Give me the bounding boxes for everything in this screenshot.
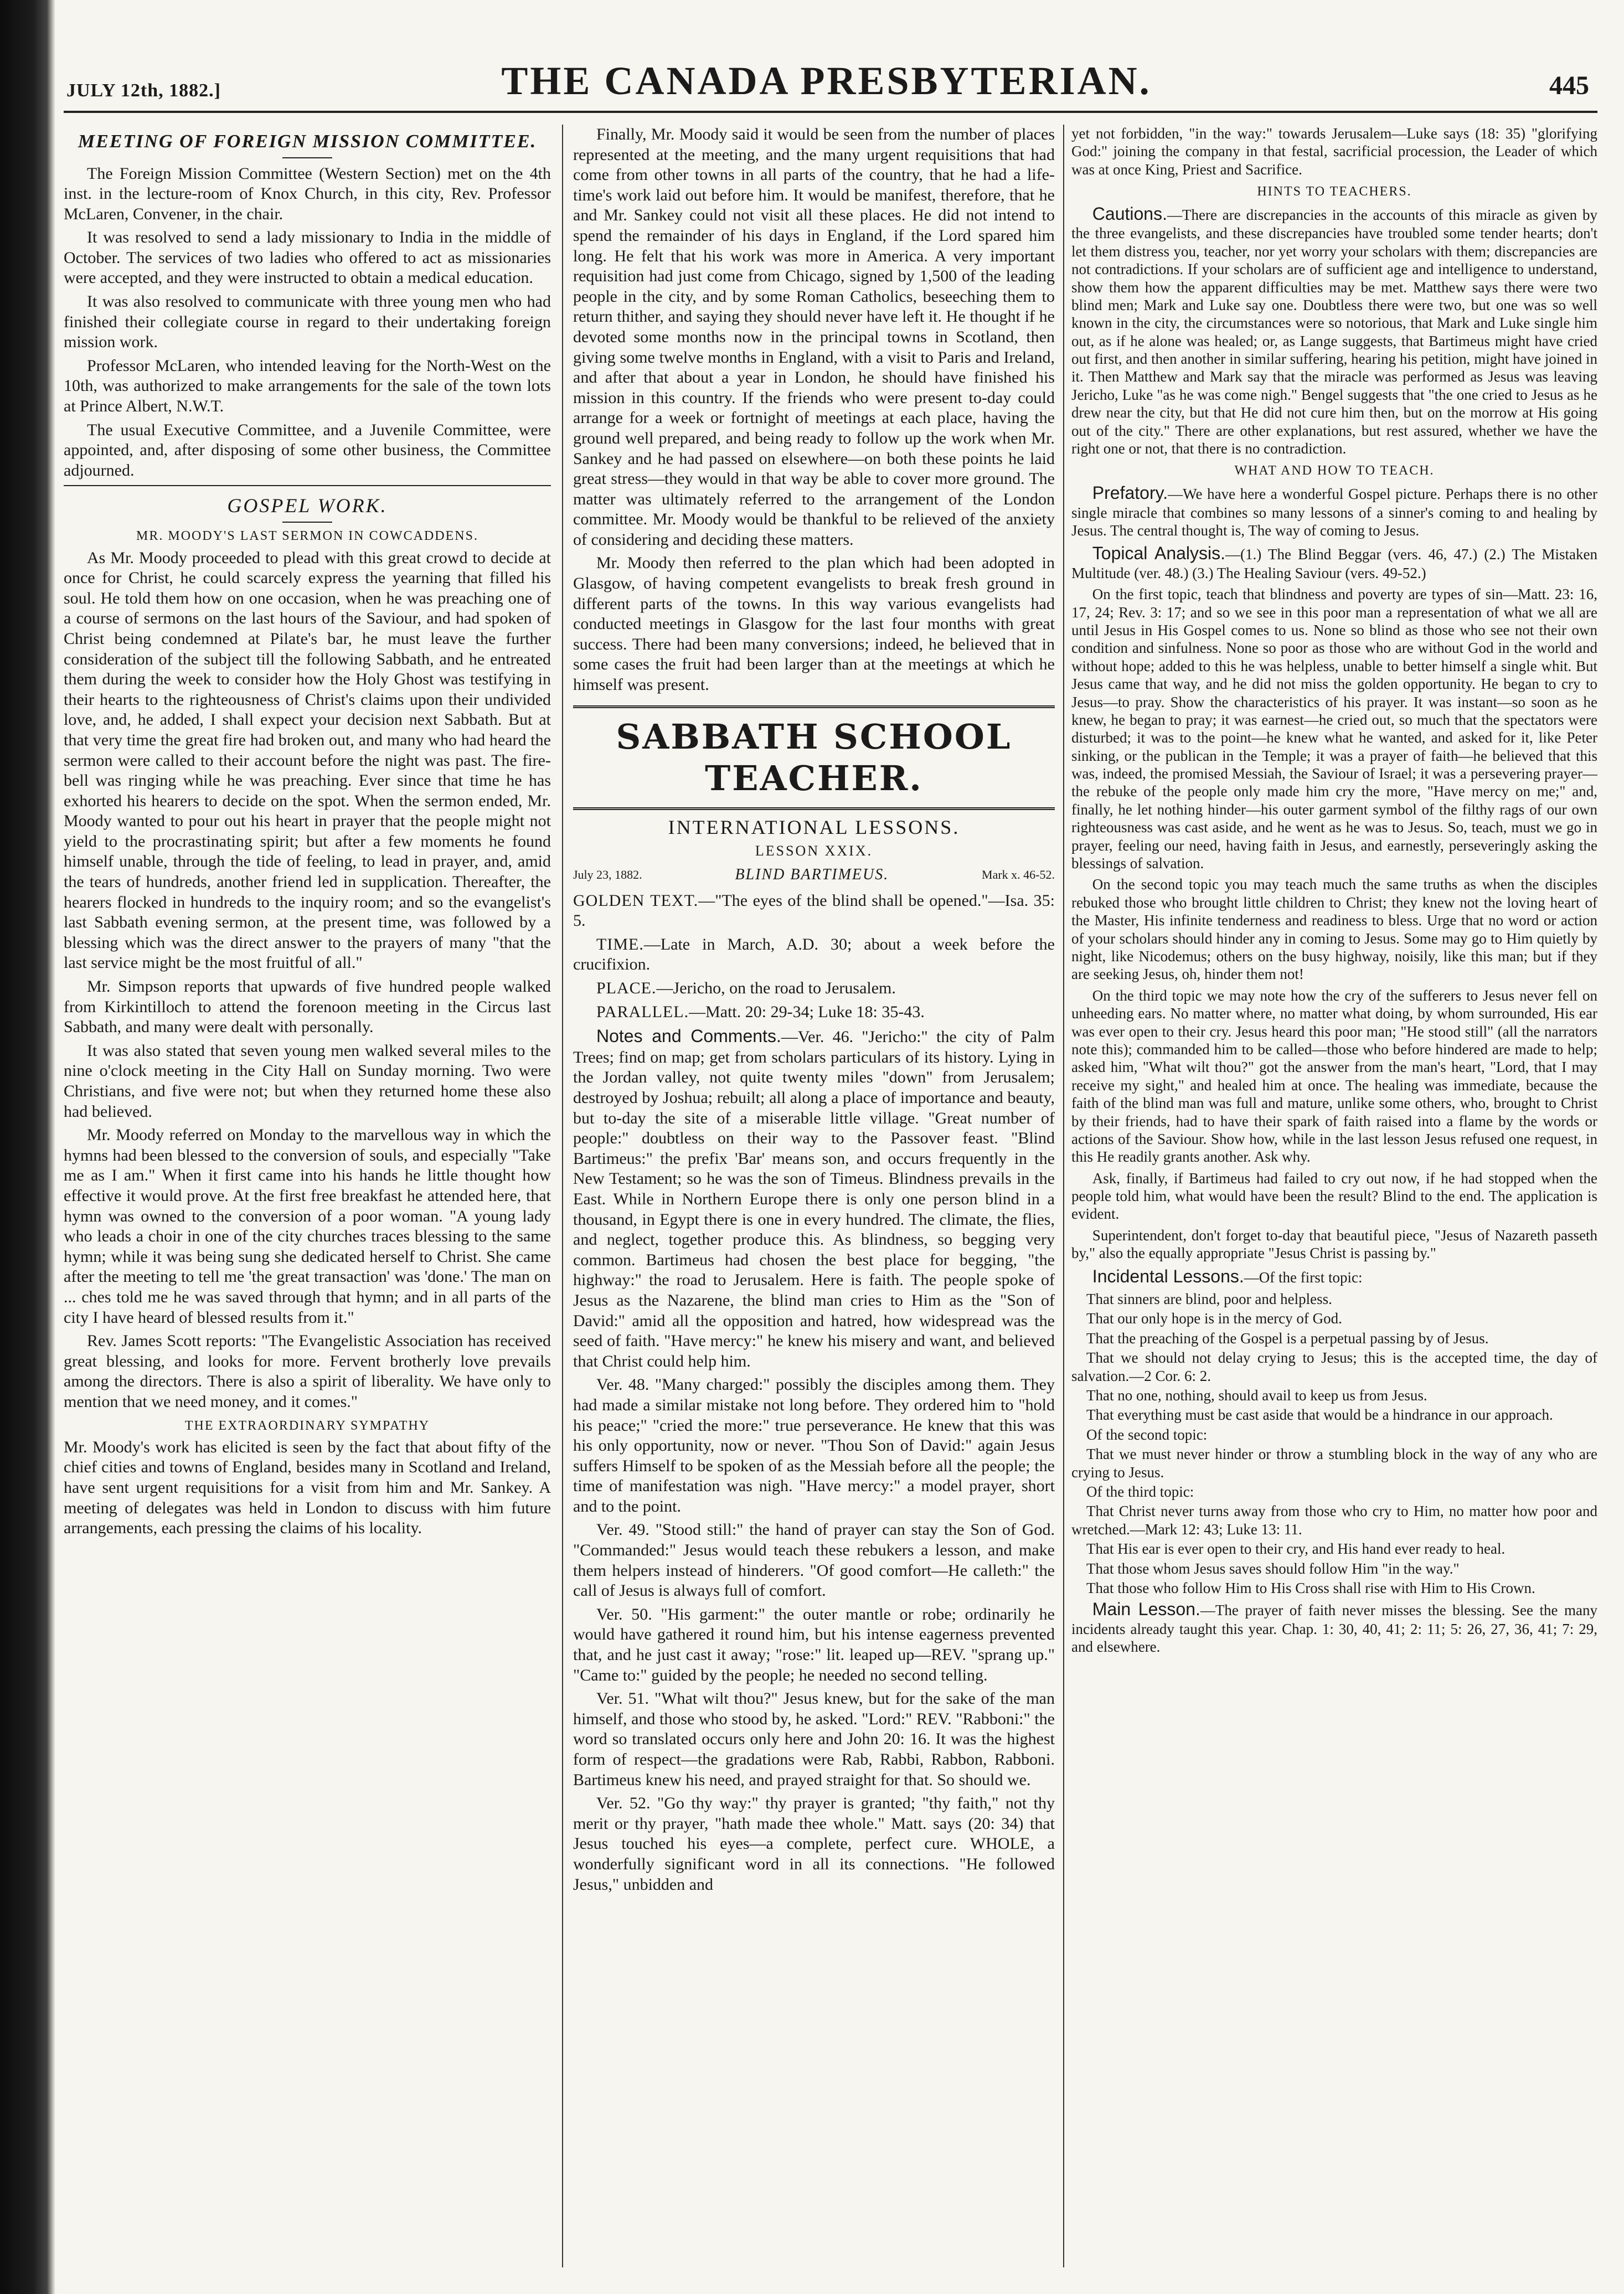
list-item: That those who follow Him to His Cross shall rise with Him to His Crown.: [1086, 1579, 1535, 1596]
notes-label: Notes and Comments.: [596, 1026, 781, 1047]
fm-paragraph: The Foreign Mission Committee (Western Section) met on the 4th inst. in the lecture-room of Knox Church, in this city, Rev. Professor McLaren, Convener, in the chair.: [64, 164, 551, 223]
page-binding-edge: [0, 0, 55, 2294]
incidental-first: —Of the first topic:: [1244, 1269, 1363, 1286]
col3-intro: yet not forbidden, "in the way:" towards Jerusalem—Luke says (18: 35) "glorifying God:" joining the company in that festal, sacrificial procession, the Leader of which was at once King, Priest and Sacrifice.: [1071, 125, 1597, 178]
incidental-label: Incidental Lessons.: [1092, 1266, 1244, 1286]
newspaper-title: THE CANADA PRESBYTERIAN.: [501, 59, 1152, 103]
list-item: That His ear is ever open to their cry, and His hand ever ready to heal.: [1086, 1540, 1506, 1558]
parallel-text: —Matt. 20: 29-34; Luke 18: 35-43.: [689, 1002, 925, 1021]
cautions-text: —There are discrepancies in the accounts of this miracle as given by the three evangelists, and these discrepancies have troubled some tender hearts; don't let them distress you, teacher, nor yet worry your scholars with them; discrepancies are not contradictions. If your scholars are of sufficient age and intelligence to understand, show them how the apparent difficulties may be met. Matthew says there were two blind men; Mark and Luke say one. Doubtless there were two, but one was so well known in the city, the circumstances were so notorious, that Mark and Luke single him out, as if he alone was healed; or, as Lange suggests, that Bartimeus might have cried out first, and then another in similar suffering, hearing his petition, might have joined in it. Then Matthew and Mark say that the miracle was performed as Jesus was leaving Jericho, Luke "as he was come nigh." Bengel suggests that "the one cried to Jesus as he drew near the city, but that He did not cure him then, but on the morrow at His going out of the city." There are other explanations, but rest assured, whether we have the right one or not, that there is no contradiction.: [1071, 206, 1597, 457]
topic-paragraph: Ask, finally, if Bartimeus had failed to cry out now, if he had stopped when the people told him, what would have been the result? Blind to the end. The application is evident.: [1071, 1169, 1597, 1223]
moody-paragraph: Mr. Moody then referred to the plan which had been adopted in Glasgow, of having competent evangelists to break fresh ground in different parts of the towns. In this way various evangelists had conducted meetings in Glasgow for the last four months with great success. There had been many conversions; indeed, he believed that in some cases the fruit had been larger than at the meetings at which he himself was present.: [573, 554, 1055, 694]
list-item: That those whom Jesus saves should follow Him "in the way.": [1086, 1560, 1460, 1577]
topical-paragraph: [1071, 543, 1597, 582]
golden-text-body: —"The eyes of the blind shall be opened."—Isa. 35: 5.: [573, 891, 1055, 930]
list-item: That Christ never turns away from those who cry to Him, no matter how poor and wretched.—Mark 12: 43; Luke 13: 11.: [1071, 1503, 1597, 1538]
fm-paragraph: The usual Executive Committee, and a Juvenile Committee, were appointed, and, after disposing of some other business, the Committee adjourned.: [64, 420, 551, 480]
topic-paragraph: On the second topic you may teach much the same truths as when the disciples rebuked those who brought little children to Christ; they knew not the loving heart of the Master, His infinite tenderness and readiness to bless. Urge that no word or action of your scholars should hinder any in coming to Jesus. Some may go to Him quietly by night, like Nicodemus; others on the busy highway, noisily, like this man; but if they are seeking Jesus, oh, hinder them not!: [1071, 876, 1597, 983]
column-1: [64, 125, 551, 2267]
topical-text: —(1.) The Blind Beggar (vers. 46, 47.) (2.) The Mistaken Multitude (ver. 48.) (3.) The Healing Saviour (vers. 49-52.): [1071, 546, 1597, 581]
fm-paragraph: It was also resolved to communicate with three young men who had finished their collegiate course in regard to their undertaking foreign mission work.: [64, 292, 551, 352]
column-2: [573, 125, 1055, 2267]
sabbath-school-banner: SABBATH SCHOOL TEACHER.: [573, 705, 1055, 810]
gospel-work-title: GOSPEL WORK.: [227, 494, 388, 517]
gospel-work-subtitle: MR. MOODY'S LAST SERMON IN COWCADDENS.: [136, 529, 478, 544]
cautions-label: Cautions.: [1092, 203, 1167, 224]
notes-paragraph: Ver. 50. "His garment:" the outer mantle or robe; ordinarily he would have gathered it round him, but his intense eagerness prevented that, and he just cast it away; "rose:" lit. leaped up—REV. "sprang up." "Came to:" guided by the people; he needed no second telling.: [573, 1605, 1055, 1684]
place-label: PLACE.: [596, 979, 657, 998]
title-rule: [282, 522, 332, 523]
foreign-mission-title: MEETING OF FOREIGN MISSION COMMITTEE.: [78, 131, 537, 152]
parallel-line: [573, 1002, 1055, 1023]
list-item: That no one, nothing, should avail to keep us from Jesus.: [1086, 1386, 1427, 1404]
golden-text-label: GOLDEN TEXT.: [573, 891, 699, 910]
section-rule: [64, 485, 551, 486]
place-text: —Jericho, on the road to Jerusalem.: [656, 979, 896, 998]
what-to-teach-subtitle: WHAT AND HOW TO TEACH.: [1234, 463, 1435, 478]
list-item: That sinners are blind, poor and helpless.: [1086, 1291, 1332, 1308]
main-lesson-paragraph: [1071, 1599, 1597, 1656]
notes-paragraph: Ver. 51. "What wilt thou?" Jesus knew, but for the sake of the man himself, and those who stood by, he asked. "Lord:" REV. "Rabboni:" the word so translated occurs only here and John 20: 16. It was the highest form of respect—the gradations were Rab, Rabbi, Rabbon, Rabboni. Bartimeus knew his need, and prayed straight for that. So should we.: [573, 1689, 1055, 1789]
notes-paragraph: [573, 1025, 1055, 1372]
gw-paragraph: It was also stated that seven young men walked several miles to the nine o'clock meeting in the City Hall on Sunday morning. Two were Christians, and five were not; but when they returned home these also had believed.: [64, 1041, 551, 1121]
page-header: [55, 58, 1597, 105]
list-item: That our only hope is in the mercy of God.: [1086, 1310, 1342, 1327]
parallel-label: PARALLEL.: [596, 1002, 689, 1021]
international-lessons-heading: INTERNATIONAL LESSONS.: [668, 816, 960, 838]
title-rule: [282, 157, 332, 158]
sympathy-paragraph: Mr. Moody's work has elicited is seen by the fact that about fifty of the chief cities and towns of England, besides many in Scotland and Ireland, have sent urgent requisitions for a visit from him and Mr. Sankey. A meeting of delegates was held in London to discuss with him future arrangements, each pressing the claims of his locality.: [64, 1437, 551, 1538]
place-line: [573, 978, 1055, 999]
sympathy-subtitle: THE EXTRAORDINARY SYMPATHY: [184, 1418, 430, 1433]
list-item: That we must never hinder or throw a stumbling block in the way of any who are crying to Jesus.: [1071, 1446, 1597, 1481]
main-lesson-label: Main Lesson.: [1092, 1599, 1200, 1620]
topic-paragraph: On the third topic we may note how the cry of the sufferers to Jesus never fell on unheeding ears. No matter where, no matter what doing, by whom surrounded, His ear was ever open to their cry. Jesus heard this poor man; "He stood still" (all the narrators note this); commanded him to be called—those who before hindered are made to help; asked him, "What wilt thou?" got the answer from the man's heart, "Lord, that I may receive my sight," and healed him at once. The healing was immediate, because the faith of the blind man was full and mature, unlike some others, who, brought to Christ by their friends, had to have their spark of faith raised into a flame by the words or actions of the Saviour. Show how, while in the last lesson Jesus refused one request, in this He readily grants another. Ask why.: [1071, 987, 1597, 1166]
column-divider-1: [562, 125, 563, 2267]
time-text: —Late in March, A.D. 30; about a week before the crucifixion.: [573, 935, 1055, 974]
notes-paragraph: Ver. 49. "Stood still:" the hand of prayer can stay the Son of God. "Commanded:" Jesus would teach these rebukers a lesson, and make them helpers instead of hinderers. "Of good comfort—He calleth:" the call of Jesus is always full of comfort.: [573, 1520, 1055, 1600]
hints-subtitle: HINTS TO TEACHERS.: [1257, 184, 1412, 199]
topical-label: Topical Analysis.: [1092, 543, 1226, 564]
prefatory-paragraph: [1071, 482, 1597, 539]
third-topic-heading: Of the third topic:: [1086, 1483, 1194, 1500]
time-line: [573, 935, 1055, 975]
list-item: That everything must be cast aside that would be a hindrance in our approach.: [1086, 1406, 1553, 1424]
lesson-number: LESSON XXIX.: [755, 842, 873, 859]
column-3: [1071, 125, 1597, 2267]
topic-paragraph: On the first topic, teach that blindness and poverty are types of sin—Matt. 23: 16, 17, 24; Rev. 3: 17; and so we see in this poor man a representation of what we all are until Jesus in His Gospel comes to us. None so blind as those who see not their own condition and sinfulness. None so poor as those who are without God in the world and without hope; added to this he was helpless, unable to better himself a single whit. But Jesus came that way, and he did not miss the golden opportunity. He began to cry to Jesus—to pray. Show the characteristics of his prayer. It was instant—so soon as he knew, he began to pray; it was earnest—he cried out, so much that the spectators were disturbed; it was to the point—he knew what he wanted, and asked for it, like Peter sinking, or the publican in the Temple; it was a prayer of faith—he believed that this was, indeed, the promised Messiah, the Saviour of Israel; it was a persevering prayer—the rebuke of the people only made him cry the more, "Have mercy on me;" and, finally, he let nothing hinder—his outer garment symbol of the filthy rags of our own righteousness was cast aside, and he went as he was to Jesus. So, teach, must we go in prayer, feeling our need, having faith in Jesus, and earnestly, perseveringly asking the blessings of salvation.: [1071, 586, 1597, 872]
gw-paragraph: Mr. Moody referred on Monday to the marvellous way in which the hymns had been blessed to the conversion of souls, and especially "Take me as I am." When it first came into his hands he little thought how effective it would prove. At the first free breakfast he attended here, that hymn was owned to the conversion of a poor woman. "A young lady who leads a choir in one of the city churches traces blessing to the same hymn; while it was being sung she dedicated herself to Christ. She came after the meeting to tell me 'the great transaction' was 'done.' The man on ... ches told me he was saved through that hymn; and in all parts of the city I have heard of blessed results from it.": [64, 1126, 551, 1327]
column-divider-2: [1063, 125, 1064, 2267]
prefatory-text: —We have here a wonderful Gospel picture. Perhaps there is no other single miracle that combines so many lessons of a sinner's coming to and healing by Jesus. The central thought is, The way of coming to Jesus.: [1071, 486, 1597, 539]
main-lesson-text: —The prayer of faith never misses the blessing. See the many incidents already taught this year. Chap. 1: 30, 40, 41; 2: 11; 5: 26, 27, 36, 41; 7: 29, and elsewhere.: [1071, 1602, 1597, 1656]
lesson-title: BLIND BARTIMEUS.: [735, 865, 889, 883]
second-topic-heading: Of the second topic:: [1086, 1426, 1208, 1443]
lesson-header: [573, 865, 1055, 884]
list-item: That we should not delay crying to Jesus; this is the accepted time, the day of salvation.—2 Cor. 6: 2.: [1071, 1349, 1597, 1384]
gw-paragraph: Mr. Simpson reports that upwards of five hundred people walked from Kirkintilloch to attend the forenoon meeting in the Circus last Sabbath, and many were dealt with personally.: [64, 977, 551, 1037]
gw-paragraph: Rev. James Scott reports: "The Evangelistic Association has received great blessing, and looks for more. Fervent brotherly love prevails among the directors. There is also a spirit of liberality. We have only to mention that we need money, and it comes.": [64, 1332, 551, 1411]
moody-paragraph: Finally, Mr. Moody said it would be seen from the number of places represented at the meeting, and the many urgent requisitions that had come from other towns in all parts of the country, that he had a life-time's work laid out before him. It would be manifest, therefore, that he and Mr. Sankey could not visit all these places. He did not intend to spend the remainder of his days in England, if the Lord spared him long. He felt that his work was more in America. A very important requisition had just come from Chicago, signed by 1,500 of the leading people in the city, and by some Roman Catholics, beseeching them to return thither, and saying they should never have left it. He thought if he devoted some months now in the principal towns in Scotland, then giving some twelve months in England, with a visit to Paris and Ireland, and after that about a year in London, he should have finished his mission in this country. If the friends who were present to-day could arrange for a week or fortnight of meetings at each place, having the ground well prepared, and being ready to follow up the work when Mr. Sankey and he had passed on elsewhere—on both these points he laid great stress—they would in that way be able to cover more ground. The matter was ultimately referred to the arrangement of the London committee. Mr. Moody would be thankful to be relieved of the anxiety of considering and deciding these matters.: [573, 125, 1055, 549]
lesson-reference: Mark x. 46-52.: [982, 868, 1055, 882]
fm-paragraph: Professor McLaren, who intended leaving for the North-West on the 10th, was authorized to make arrangements for the sale of the town lots at Prince Albert, N.W.T.: [64, 356, 551, 416]
topic-paragraph: Superintendent, don't forget to-day that beautiful piece, "Jesus of Nazareth passeth by," also the equally appropriate "Jesus Christ is passing by.": [1071, 1226, 1597, 1262]
time-label: TIME.: [596, 935, 644, 953]
list-item: That the preaching of the Gospel is a perpetual passing by of Jesus.: [1086, 1329, 1489, 1347]
notes-paragraph: Ver. 52. "Go thy way:" thy prayer is granted; "thy faith," not thy merit or thy prayer, "hath made thee whole." Matt. says (20: 34) that Jesus touched his eyes—a complete, perfect cure. WHOLE, a wonderfully significant word in all its connections. "He followed Jesus," unbidden and: [573, 1794, 1055, 1894]
issue-date: JULY 12th, 1882.]: [66, 80, 221, 101]
incidental-line: [1071, 1266, 1597, 1287]
fm-paragraph: It was resolved to send a lady missionary to India in the middle of October. The services of two ladies who offered to act as missionaries were accepted, and they were instructed to obtain a medical education.: [64, 228, 551, 287]
cautions-paragraph: [1071, 203, 1597, 457]
notes-text: —Ver. 46. "Jericho:" the city of Palm Trees; find on map; get from scholars particulars of its history. Lying in the Jordan valley, not quite twenty miles "down" from Jerusalem; destroyed by Joshua; rebuilt; all along a place of importance and beauty, but to-day the site of a miserable little village. "Great number of people:" doubtless on their way to the Passover feast. "Blind Bartimeus:" the prefix 'Bar' means son, and occurs frequently in the New Testament; so he was the son of Timeus. Blindness prevails in the East. While in Northern Europe there is only one person blind in a thousand, in Egypt there is one in every hundred. The climate, the flies, and neglect, together produce this. As blindness, so begging very common. Bartimeus had chosen the best place for begging, "the highway:" the road to Jerusalem. Here is faith. The people spoke of Jesus as the Nazarene, the blind man cries to Him as the "Son of David:" amid all the opposition and hatred, how widespread was the seed of faith. "Have mercy:" he knew his misery and want, and believed that Christ could help him.: [573, 1028, 1055, 1370]
lesson-date: July 23, 1882.: [573, 868, 642, 882]
header-rule: [64, 111, 1597, 113]
golden-text: [573, 891, 1055, 931]
prefatory-label: Prefatory.: [1092, 483, 1168, 503]
gw-paragraph: As Mr. Moody proceeded to plead with this great crowd to decide at once for Christ, he could scarcely express the yearning that filled his soul. He told them how on one occasion, when he was preaching one of a course of sermons on the last hours of the Saviour, and had spoken of Christ being condemned at Pilate's bar, he must leave the further consideration of the subject till the following Sabbath, and he entreated them during the week to consider how the Holy Ghost was testifying in their hearts to the righteousness of Christ's claims upon their undivided love, and, he added, I shall expect your decision next Sabbath. But at that very time the great fire had broken out, and many who had heard the sermon were called to their account before the night was past. The fire-bell was ringing while he was preaching. Ever since that time he has exhorted his hearers to decide on the spot. When the sermon ended, Mr. Moody wanted to pour out his heart in prayer that the people might not yield to the procrastinating spirit; but after a few moments he found himself unable, through the tide of feeling, to lead in prayer, and, amid the tears of hundreds, another friend led in supplication. Thereafter, the hearers flocked in hundreds to the inquiry room; and so the evangelist's last Sabbath evening sermon, at the present time, was followed by a blessing which was the direct answer to the prayers of many "that the last service might be the most fruitful of all.": [64, 548, 551, 972]
page-number: 445: [1549, 71, 1589, 100]
notes-paragraph: Ver. 48. "Many charged:" possibly the disciples among them. They had made a similar mistake not long before. They ordered him to "hold his peace;" "cried the more:" true perseverance. He knew that this was his only opportunity, now or never. "Thou Son of David:" again Jesus suffers Himself to be spoken of as the Messiah before all the people; the time of manifestation was nigh. "Have mercy:" a model prayer, short and to the point.: [573, 1375, 1055, 1515]
